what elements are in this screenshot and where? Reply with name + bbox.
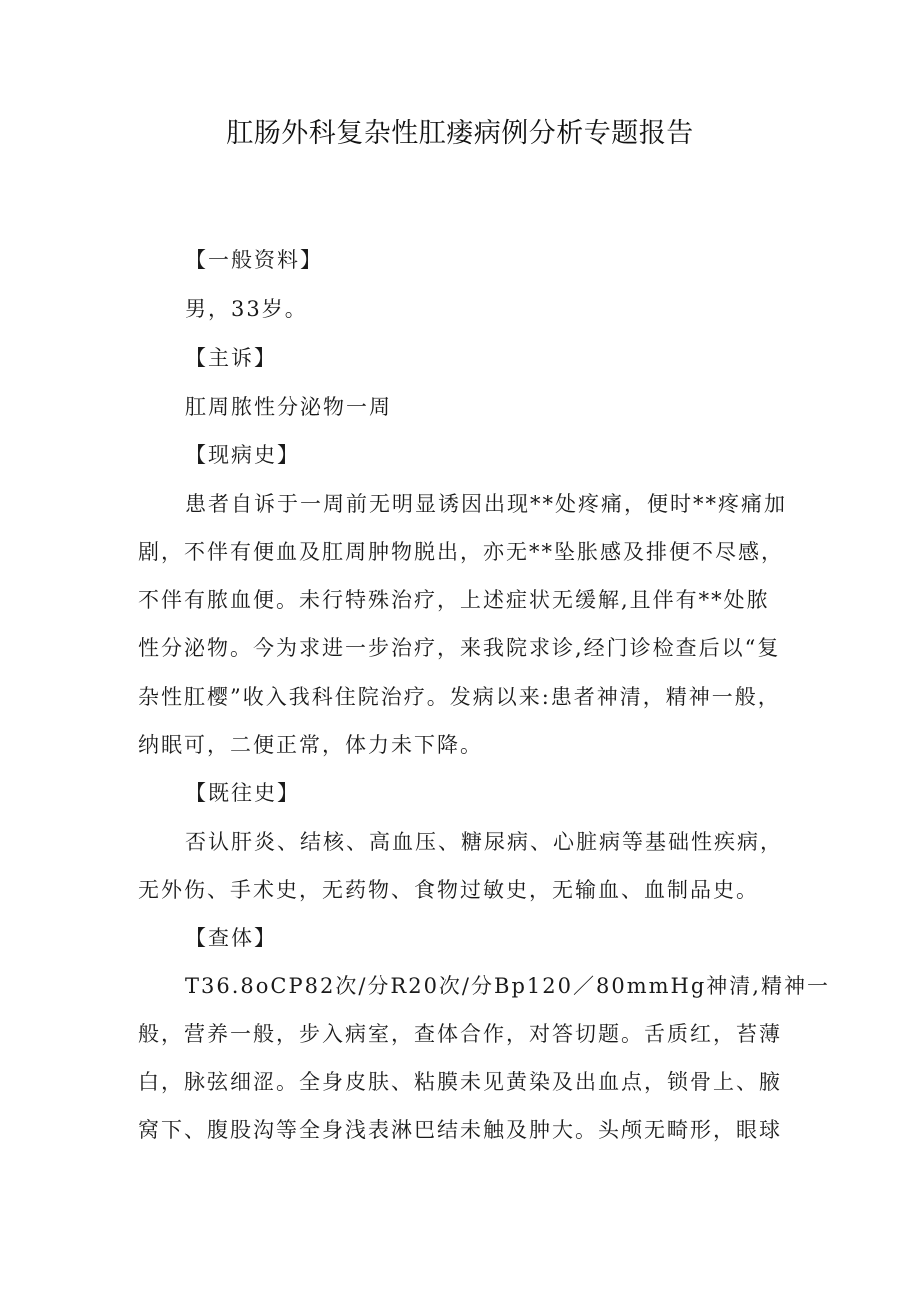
physical-exam-line: T36.8oCP82次/分R20次/分Bp120／80mmHg神清,精神一	[185, 974, 830, 998]
present-illness-line: 杂性肛樱”收入我科住院治疗。发病以来:患者神清，精神一般，	[138, 685, 781, 709]
section-heading-past-history: 【既往史】	[185, 781, 300, 805]
physical-exam-line: 般，营养一般，步入病室，查体合作，对答切题。舌质红，苔薄	[138, 1022, 782, 1046]
present-illness-line: 剧，不伴有便血及肛周肿物脱出，亦无**坠胀感及排便不尽感，	[138, 540, 784, 564]
complaint-text: 肛周脓性分泌物一周	[185, 395, 392, 419]
present-illness-line: 不伴有脓血便。未行特殊治疗，上述症状无缓解,且伴有**处脓	[138, 588, 770, 612]
physical-exam-line: 窝下、腹股沟等全身浅表淋巴结未触及肿大。头颅无畸形，眼球	[138, 1118, 782, 1142]
present-illness-line: 患者自诉于一周前无明显诱因出现**处疼痛，便时**疼痛加	[185, 492, 787, 516]
section-heading-complaint: 【主诉】	[185, 346, 277, 370]
past-history-line: 否认肝炎、结核、高血压、糖尿病、心脏病等基础性疾病，	[185, 830, 783, 854]
past-history-line: 无外伤、手术史，无药物、食物过敏史，无输血、血制品史。	[138, 878, 759, 902]
present-illness-line: 纳眠可，二便正常，体力未下降。	[138, 733, 483, 757]
present-illness-line: 性分泌物。今为求进一步治疗，来我院求诊,经门诊检查后以“复	[138, 636, 781, 660]
section-heading-present-illness: 【现病史】	[185, 443, 300, 467]
physical-exam-line: 白，脉弦细涩。全身皮肤、粘膜未见黄染及出血点，锁骨上、腋	[138, 1070, 782, 1094]
section-heading-general: 【一般资料】	[185, 248, 323, 272]
section-heading-physical-exam: 【查体】	[185, 926, 277, 950]
document-title: 肛肠外科复杂性肛瘘病例分析专题报告	[226, 118, 694, 149]
general-info-text: 男，33岁。	[185, 297, 308, 321]
